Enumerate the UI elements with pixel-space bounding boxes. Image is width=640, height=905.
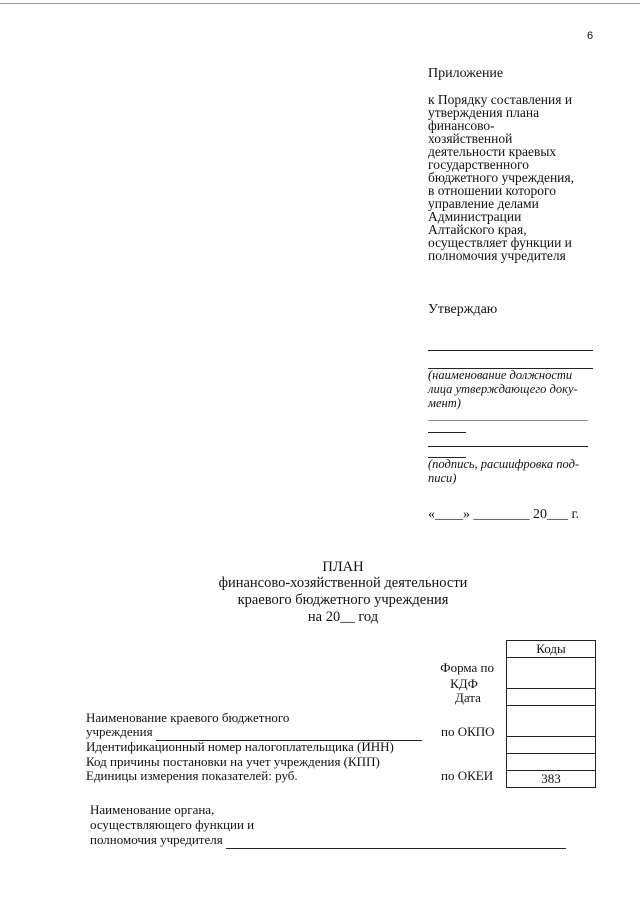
plan-subtitle-1: финансово-хозяйственной деятельности <box>218 575 468 591</box>
annex-text <box>428 93 598 262</box>
form-label-line: Форма по <box>440 660 494 675</box>
annex-line: деятельности краевых <box>428 144 557 159</box>
approval-title: Утверждаю <box>428 302 498 317</box>
role-input-line[interactable] <box>428 350 593 351</box>
top-border-line <box>0 3 640 4</box>
org-name-label: Наименование краевого бюджетного <box>86 710 290 725</box>
role-caption-line: (наименование должности <box>428 368 573 382</box>
annex-line: полномочия учредителя <box>428 248 566 263</box>
kpp-label: Код причины постановки на учет учреждения (КПП) <box>86 754 380 769</box>
okei-code-cell: 383 <box>507 771 596 788</box>
inn-label: Идентификационный номер налогоплательщика (ИНН) <box>86 739 394 754</box>
annex-line: к Порядку составления и <box>428 92 573 107</box>
annex-line: государственного <box>428 157 529 172</box>
annex-line: утверждения плана <box>428 105 540 120</box>
date-label: Дата <box>455 690 481 705</box>
annex-line: финансово- <box>428 118 495 133</box>
founder-label-3: полномочия учредителя <box>90 832 223 847</box>
signature-input-line[interactable] <box>428 420 588 421</box>
form-label <box>414 660 494 692</box>
founder-label-1: Наименование органа, <box>90 802 215 817</box>
annex-line: осуществляет функции и <box>428 235 572 250</box>
role-caption <box>428 368 593 410</box>
plan-title: ПЛАН <box>322 559 364 575</box>
founder-input-line[interactable] <box>226 832 566 849</box>
form-code-cell[interactable] <box>507 658 596 689</box>
founder-label-2: осуществляющего функции и <box>90 817 255 832</box>
role-caption-line: лица утверждающего доку- <box>428 382 578 396</box>
okpo-label: по ОКПО <box>441 724 495 739</box>
annex-line: управление делами <box>428 196 539 211</box>
kpp-code-cell[interactable] <box>507 754 596 771</box>
signature-caption-line: писи) <box>428 471 457 485</box>
codes-header: Коды <box>507 641 596 658</box>
annex-line: Алтайского края, <box>428 222 527 237</box>
plan-subtitle-2: краевого бюджетного учреждения <box>237 592 449 608</box>
annex-line: бюджетного учреждения, <box>428 170 574 185</box>
inn-code-cell[interactable] <box>507 737 596 754</box>
plan-year: на 20__ год <box>307 609 379 625</box>
approval-date-line[interactable]: «____» ________ 20___ г. <box>428 507 580 522</box>
date-code-cell[interactable] <box>507 689 596 706</box>
signature-caption-line: (подпись, расшифровка под- <box>428 457 580 471</box>
codes-table <box>506 640 596 788</box>
org-name-label-2: учреждения <box>86 724 153 739</box>
role-caption-line: мент) <box>428 396 461 410</box>
annex-line: в отношении которого <box>428 183 556 198</box>
annex-line: хозяйственной <box>428 131 513 146</box>
annex-title: Приложение <box>428 66 504 81</box>
page-number: 6 <box>587 30 594 42</box>
form-label-kdf: КДФ <box>450 676 478 691</box>
okei-label: по ОКЕИ <box>441 768 494 783</box>
signature-caption <box>428 457 593 485</box>
founder-field <box>90 832 566 849</box>
signature-input-line-short[interactable] <box>428 432 466 433</box>
annex-line: Администрации <box>428 209 522 224</box>
name-input-line[interactable] <box>428 446 588 447</box>
units-label: Единицы измерения показателей: руб. <box>86 768 298 783</box>
okpo-code-cell[interactable] <box>507 706 596 737</box>
